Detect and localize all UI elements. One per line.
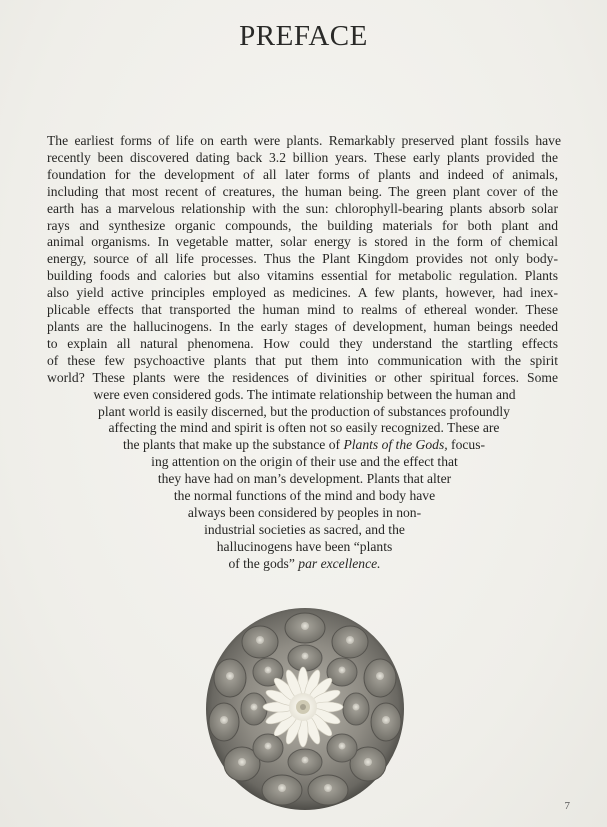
preface-paragraph — [0, 133, 607, 573]
paragraph-line: hallucinogens have been “plants — [216, 538, 393, 554]
book-title-italic: Plants of the Gods, — [343, 437, 448, 453]
paragraph-line: plant world is easily discerned, but the production of substances profoundly — [98, 403, 510, 419]
page-title: PREFACE — [239, 20, 368, 52]
paragraph-line: recently been discovered dating back 3.2 billion years. These early plants provided the — [47, 149, 558, 165]
paragraph-line: plants are the hallucinogens. In the early stages of development, human beings needed — [47, 318, 558, 334]
paragraph-line: building foods and calories but also vitamins essential for metabolic regulation. Plants — [47, 268, 558, 284]
paragraph-line: plicable effects that transported the human mind to realms of ethereal wonder. These — [47, 302, 558, 318]
paragraph-line: affecting the mind and spirit is often not so easily recognized. These are — [108, 420, 500, 436]
cactus-flower — [263, 667, 343, 747]
paragraph-line: ing attention on the origin of their use and the effect that — [151, 454, 458, 470]
paragraph-line: energy, source of all life processes. Thus the Plant Kingdom provides not only body- — [47, 251, 558, 267]
paragraph-line: rays and synthesize organic compounds, the building materials for both plant and — [47, 217, 558, 233]
paragraph-line: the plants that make up the substance of Plants of the Gods, focus- — [122, 437, 486, 453]
page-number: 7 — [564, 800, 570, 812]
paragraph-line: they have had on man’s development. Plants that alter — [157, 471, 452, 487]
par-excellence-italic: par excellence. — [298, 555, 381, 571]
paragraph-line: were even considered gods. The intimate relationship between the human and — [93, 386, 516, 402]
paragraph-line: including that most recent of creatures, the human being. The green plant cover of the — [47, 183, 558, 199]
peyote-cactus-photo — [204, 606, 406, 812]
paragraph-line: to explain all natural phenomena. How could they understand the startling effects — [47, 335, 558, 351]
paragraph-line: of the gods” par excellence. — [228, 555, 381, 571]
paragraph-line: of these few psychoactive plants that put them into communication with the spirit — [47, 352, 558, 368]
paragraph-line: the normal functions of the mind and body have — [173, 488, 436, 504]
paragraph-line: The earliest forms of life on earth were plants. Remarkably preserved plant fossils have — [47, 133, 561, 148]
paragraph-line: always been considered by peoples in non- — [187, 504, 422, 520]
paragraph-line: foundation for the development of all later forms of plants and indeed of animals, — [47, 166, 558, 182]
paragraph-line: industrial societies as sacred, and the — [204, 521, 405, 537]
paragraph-line: earth has a marvelous relationship with the sun: chlorophyll-bearing plants absorb solar — [47, 200, 558, 216]
paragraph-line: also yield active principles employed as medicines. A few plants, however, had inex- — [47, 285, 558, 301]
paragraph-line: world? These plants were the residences of divinities or other spiritual forces. Some — [47, 369, 558, 385]
paragraph-line: animal organisms. In vegetable matter, solar energy is stored in the form of chemical — [47, 234, 558, 250]
